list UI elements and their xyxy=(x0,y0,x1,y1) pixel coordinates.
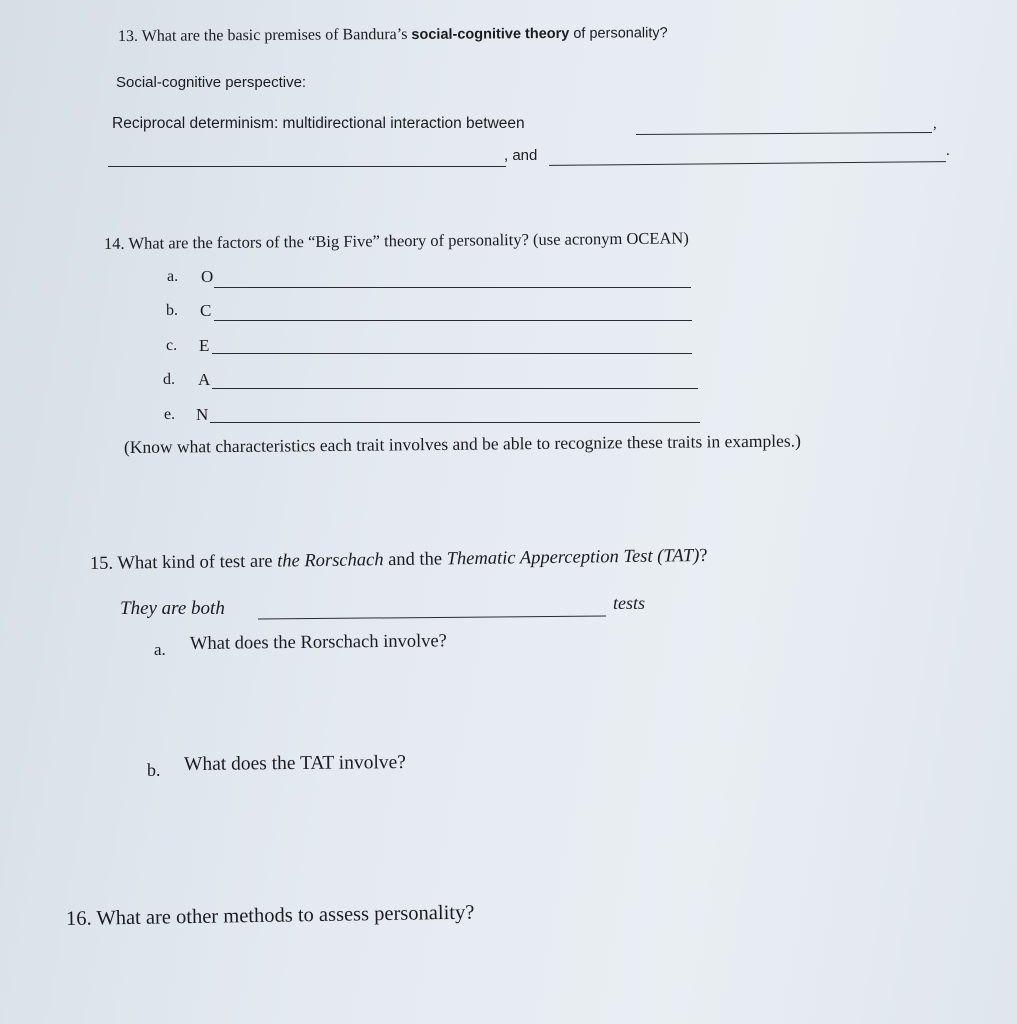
q15-rorschach: the Rorschach xyxy=(277,550,384,572)
q15-both-label: They are both xyxy=(120,598,225,619)
q15-blank[interactable] xyxy=(258,615,606,619)
q14-question-text: What are the factors of the “Big Five” theory of personality? (use acronym OCEAN) xyxy=(128,228,689,253)
q14-item-initial: A xyxy=(198,370,211,389)
q13-question-bold: social-cognitive theory xyxy=(411,25,570,43)
q14-item-letter: c. xyxy=(166,337,178,354)
q14-item-letter: e. xyxy=(164,406,176,423)
q15-tests-label: tests xyxy=(613,593,646,613)
q14-blank-a[interactable] xyxy=(212,388,698,389)
q14-item-letter: b. xyxy=(166,302,178,319)
q13-and-text: , and xyxy=(504,147,538,164)
q14-number: 14. xyxy=(103,233,125,253)
q15-number: 15. xyxy=(89,553,114,574)
q13-period: . xyxy=(946,143,950,159)
q15-sub-a: What does the Rorschach involve? xyxy=(189,631,447,654)
q13-question-start: What are the basic premises of Bandura’s xyxy=(141,25,408,45)
q13-reciprocal-text: Reciprocal determinism: multidirectional interaction between xyxy=(112,115,525,132)
q14-item-letter: d. xyxy=(163,371,175,388)
q13-question-end: of personality? xyxy=(573,25,668,42)
q13-blank-1[interactable] xyxy=(636,132,932,135)
q15-sub-b-letter: b. xyxy=(147,760,161,780)
q16-question-text: What are other methods to assess personality? xyxy=(96,901,475,930)
q15-tat: Thematic Apperception Test (TAT) xyxy=(446,546,700,570)
q15-part2: and the xyxy=(388,549,443,571)
q14-blank-e[interactable] xyxy=(212,353,692,354)
q14-item-initial: O xyxy=(201,267,214,286)
q15-part1: What kind of test are xyxy=(117,551,273,574)
q16-question xyxy=(66,902,475,931)
q14-blank-n[interactable] xyxy=(210,422,700,423)
q15-question xyxy=(90,546,708,575)
q14-blank-c[interactable] xyxy=(214,320,692,321)
q14-blank-o[interactable] xyxy=(214,287,691,288)
q14-item-initial: N xyxy=(196,405,209,424)
q13-number: 13. xyxy=(117,27,139,45)
q13-question xyxy=(118,24,668,46)
q16-number: 16. xyxy=(65,907,92,930)
q15-sub-a-letter: a. xyxy=(154,640,166,659)
q14-item-initial: E xyxy=(199,336,210,355)
q15-question-mark: ? xyxy=(699,545,708,567)
q14-item-initial: C xyxy=(200,301,212,320)
q15-sub-b: What does the TAT involve? xyxy=(183,752,407,775)
q13-comma: , xyxy=(933,116,937,132)
q14-question xyxy=(104,228,689,254)
q13-blank-3[interactable] xyxy=(549,161,946,166)
q14-note: (Know what characteristics each trait involves and be able to recognize these traits in examples.) xyxy=(123,430,801,457)
q13-blank-2[interactable] xyxy=(108,166,506,167)
q14-item-letter: a. xyxy=(167,268,179,285)
q13-perspective-label: Social-cognitive perspective: xyxy=(116,74,307,91)
